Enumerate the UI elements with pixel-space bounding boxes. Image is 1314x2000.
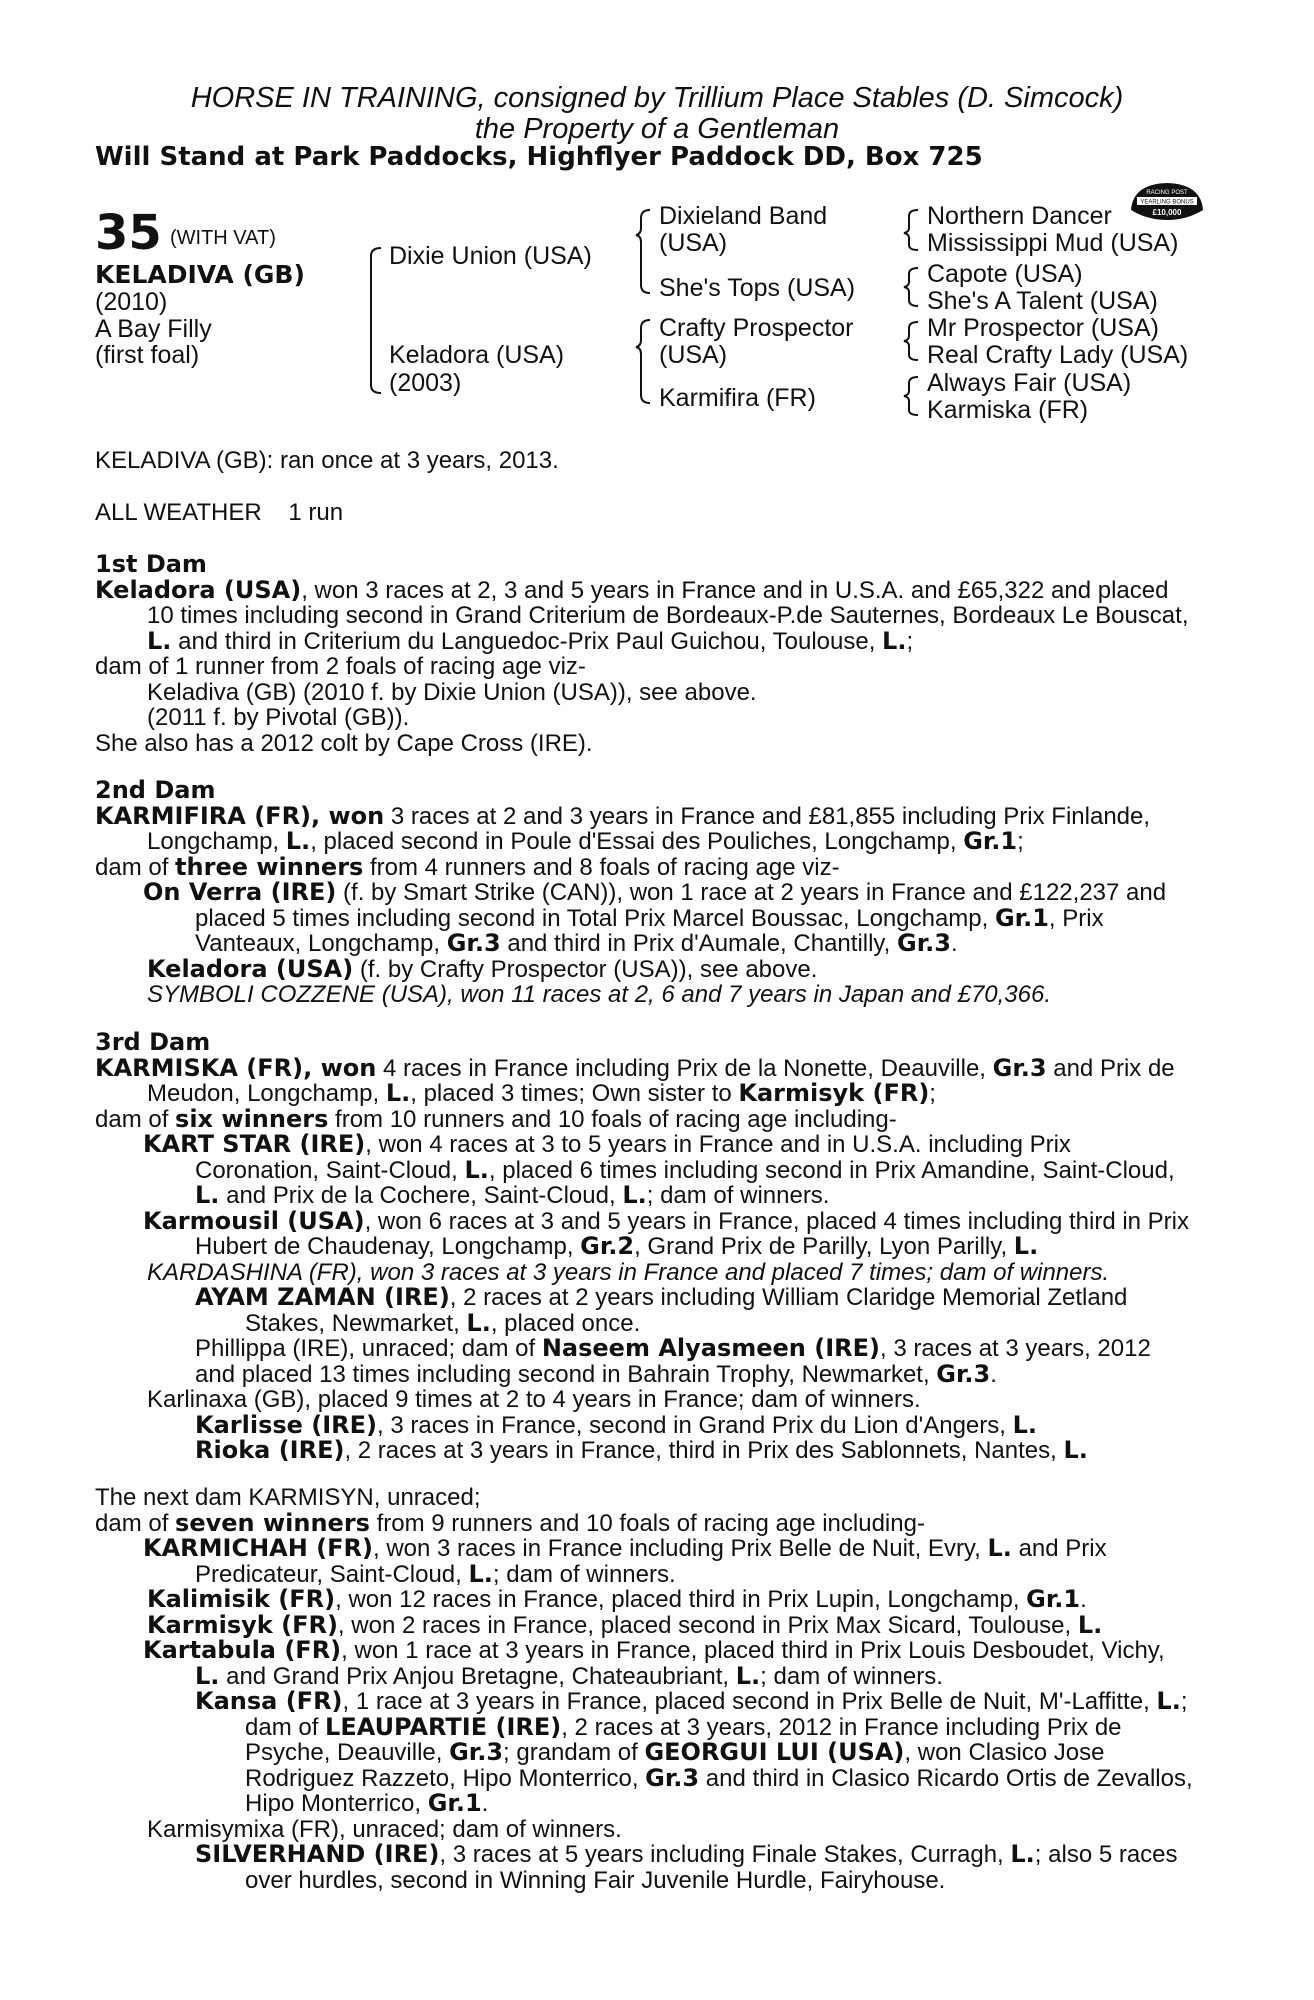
pedigree-dam-year: (2003) [389,369,462,397]
progeny-ayam-zaman: AYAM ZAMAN (IRE), 2 races at 2 years including William Claridge Memorial Zetland Stakes, Newmarket, L., placed once. [195,1283,1128,1337]
progeny-kardashina: KARDASHINA (FR), won 3 races at 3 years in France and placed 7 times; dam of winners. [147,1258,1110,1286]
second-dam-produce-line: dam of three winners from 4 runners and 8 foals of racing age viz- [95,852,840,881]
second-dam-heading: 2nd Dam [95,776,216,804]
pedigree-gen3-7: Always Fair (USA) [927,369,1132,397]
second-dam-section [95,778,1195,1008]
third-dam-heading: 3rd Dam [95,1028,211,1056]
pedigree-dam-dam: Karmifira (FR) [659,384,816,412]
first-dam-produce-line: dam of 1 runner from 2 foals of racing age viz- [95,653,586,680]
progeny-phillippa: Phillippa (IRE), unraced; dam of Naseem Alyasmeen (IRE), 3 races at 3 years, 2012 and placed 13 times including second in Bahrain Trophy, Newmarket, Gr.3. [195,1334,1151,1388]
pedigree-gen3-4: She's A Talent (USA) [927,287,1158,315]
progeny-karlinaxa: Karlinaxa (GB), placed 9 times at 2 to 4 years in France; dam of winners. [147,1386,921,1413]
all-weather-summary [95,500,1195,526]
pedigree-gen3-6: Real Crafty Lady (USA) [927,341,1189,369]
progeny-kansa: Kansa (FR), 1 race at 3 years in France, placed second in Prix Belle de Nuit, M'-Laffitte, L.; dam of LEAUPARTIE (IRE), 2 races at 3 years, 2012 in France including Prix de Psyche, Deauville, Gr.3; grandam of GEORGUI LUI (USA), won Clasico Jose Rodriguez Razzeto, Hipo Monterrico, Gr.3 and third in Clasico Ricardo Ortis de Zevallos, Hipo Monterrico, Gr.1. [195,1687,1193,1817]
third-dam-record: KARMISKA (FR), won 4 races in France including Prix de la Nonette, Deauville, Gr.3 and Prix de Meudon, Longchamp, L., placed 3 times; Own sister to Karmisyk (FR); [95,1053,1175,1107]
pedigree-gen3-2: Mississippi Mud (USA) [927,229,1179,257]
horse-year: (2010) [95,288,168,316]
first-dam-heading: 1st Dam [95,550,207,578]
next-dam-produce-line: dam of seven winners from 9 runners and 10 foals of racing age including- [95,1508,925,1537]
pedigree-sire-dam: She's Tops (USA) [659,274,856,302]
first-dam-also: She also has a 2012 colt by Cape Cross (IRE). [95,729,593,757]
horse-name: KELADIVA (GB) [95,260,305,289]
first-dam-foal-1: Keladiva (GB) (2010 f. by Dixie Union (USA)), see above. [147,678,757,706]
all-weather-runs: 1 run [288,499,344,526]
consignor-line: HORSE IN TRAINING, consigned by Trillium Place Stables (D. Simcock) [190,82,1124,114]
progeny-on-verra: On Verra (IRE) (f. by Smart Strike (CAN)), won 1 race at 2 years in France and £122,237 and placed 5 times including second in Total Prix Marcel Boussac, Longchamp, Gr.1, Prix Vanteaux, Longchamp, Gr.3 and third in Prix d'Aumale, Chantilly, Gr.3. [143,878,1167,957]
pedigree-dam-sire-country: (USA) [659,341,728,369]
progeny-karmisyk: Karmisyk (FR), won 2 races in France, placed second in Prix Max Sicard, Toulouse, L. [147,1610,1103,1639]
progeny-karmisymixa: Karmisymixa (FR), unraced; dam of winners. [147,1815,622,1843]
third-dam-produce-line: dam of six winners from 10 runners and 10 foals of racing age including- [95,1104,897,1133]
badge-amount-text: £10,000 [1152,208,1182,217]
badge-top-text: RACING POST [1146,190,1188,196]
race-summary: KELADIVA (GB): ran once at 3 years, 2013. [95,447,559,474]
progeny-kart-star: KART STAR (IRE), won 4 races at 3 to 5 years in France and in U.S.A. including Prix Coronation, Saint-Cloud, L., placed 6 times including second in Prix Amandine, Saint-Cloud, L. and Prix de la Cochere, Saint-Cloud, L.; dam of winners. [143,1130,1175,1209]
pedigree-gen3-1: Northern Dancer [927,202,1112,230]
pedigree-gen3-3: Capote (USA) [927,260,1083,288]
progeny-rioka: Rioka (IRE), 2 races at 3 years in France, third in Prix des Sablonnets, Nantes, L. [195,1436,1088,1464]
progeny-karmichah: KARMICHAH (FR), won 3 races in France including Prix Belle de Nuit, Evry, L. and Prix Predicateur, Saint-Cloud, L.; dam of winners. [143,1534,1107,1588]
all-weather-label: ALL WEATHER [95,499,262,526]
pedigree-dam-sire: Crafty Prospector [659,314,854,342]
badge-mid-text: YEARLING BONUS [1140,199,1194,206]
pedigree-sire-sire: Dixieland Band [659,202,828,230]
progeny-kartabula: Kartabula (FR), won 1 race at 3 years in France, placed third in Prix Louis Desboudet, Vichy, L. and Grand Prix Anjou Bretagne, Chateaubriant, L.; dam of winners. [143,1636,1165,1690]
lot-vat: (WITH VAT) [170,227,276,249]
pedigree-dam: Keladora (USA) [389,341,565,369]
first-dam-record: Keladora (USA), won 3 races at 2, 3 and 5 years in France and in U.S.A. and £65,322 and placed 10 times including second in Grand Criterium de Bordeaux-P.de Sauternes, Bordeaux Le Bouscat, L. and third in Criterium du Languedoc-Prix Paul Guichou, Toulouse, L.; [95,575,1189,655]
next-dam-section [95,1485,1195,1893]
next-dam-line: The next dam KARMISYN, unraced; [95,1484,481,1511]
progeny-symboli-cozzene: SYMBOLI COZZENE (USA), won 11 races at 2, 6 and 7 years in Japan and £70,366. [147,981,1052,1008]
pedigree-gen3-8: Karmiska (FR) [927,396,1089,424]
horse-description: A Bay Filly [95,315,212,343]
lot-number: 35 [95,205,162,261]
progeny-karmousil: Karmousil (USA), won 6 races at 3 and 5 years in France, placed 4 times including third in Prix Hubert de Chaudenay, Longchamp, Gr.2, Grand Prix de Parilly, Lyon Parilly, L. [143,1206,1190,1260]
third-dam-section [95,1030,1195,1464]
progeny-kalimisik: Kalimisik (FR), won 12 races in France, placed third in Prix Lupin, Longchamp, Gr.1. [147,1585,1087,1613]
progeny-silverhand: SILVERHAND (IRE), 3 races at 5 years including Finale Stakes, Curragh, L.; also 5 races over hurdles, second in Winning Fair Juvenile Hurdle, Fairyhouse. [195,1840,1178,1894]
stand-line: Will Stand at Park Paddocks, Highflyer Paddock DD, Box 725 [95,142,983,172]
second-dam-record: KARMIFIRA (FR), won 3 races at 2 and 3 years in France and £81,855 including Prix Finlande, Longchamp, L., placed second in Poule d'Essai des Pouliches, Longchamp, Gr.1; [95,801,1151,855]
pedigree-sire: Dixie Union (USA) [389,242,592,270]
property-line: the Property of a Gentleman [474,113,840,145]
horse-foal-note: (first foal) [95,341,200,369]
pedigree-gen3-5: Mr Prospector (USA) [927,314,1159,342]
first-dam-foal-2: (2011 f. by Pivotal (GB)). [147,704,410,731]
progeny-karlisse: Karlisse (IRE), 3 races in France, second in Grand Prix du Lion d'Angers, L. [195,1410,1038,1439]
first-dam-section [95,552,1195,756]
progeny-keladora: Keladora (USA) (f. by Crafty Prospector (USA)), see above. [147,954,818,983]
pedigree-sire-sire-country: (USA) [659,229,728,257]
